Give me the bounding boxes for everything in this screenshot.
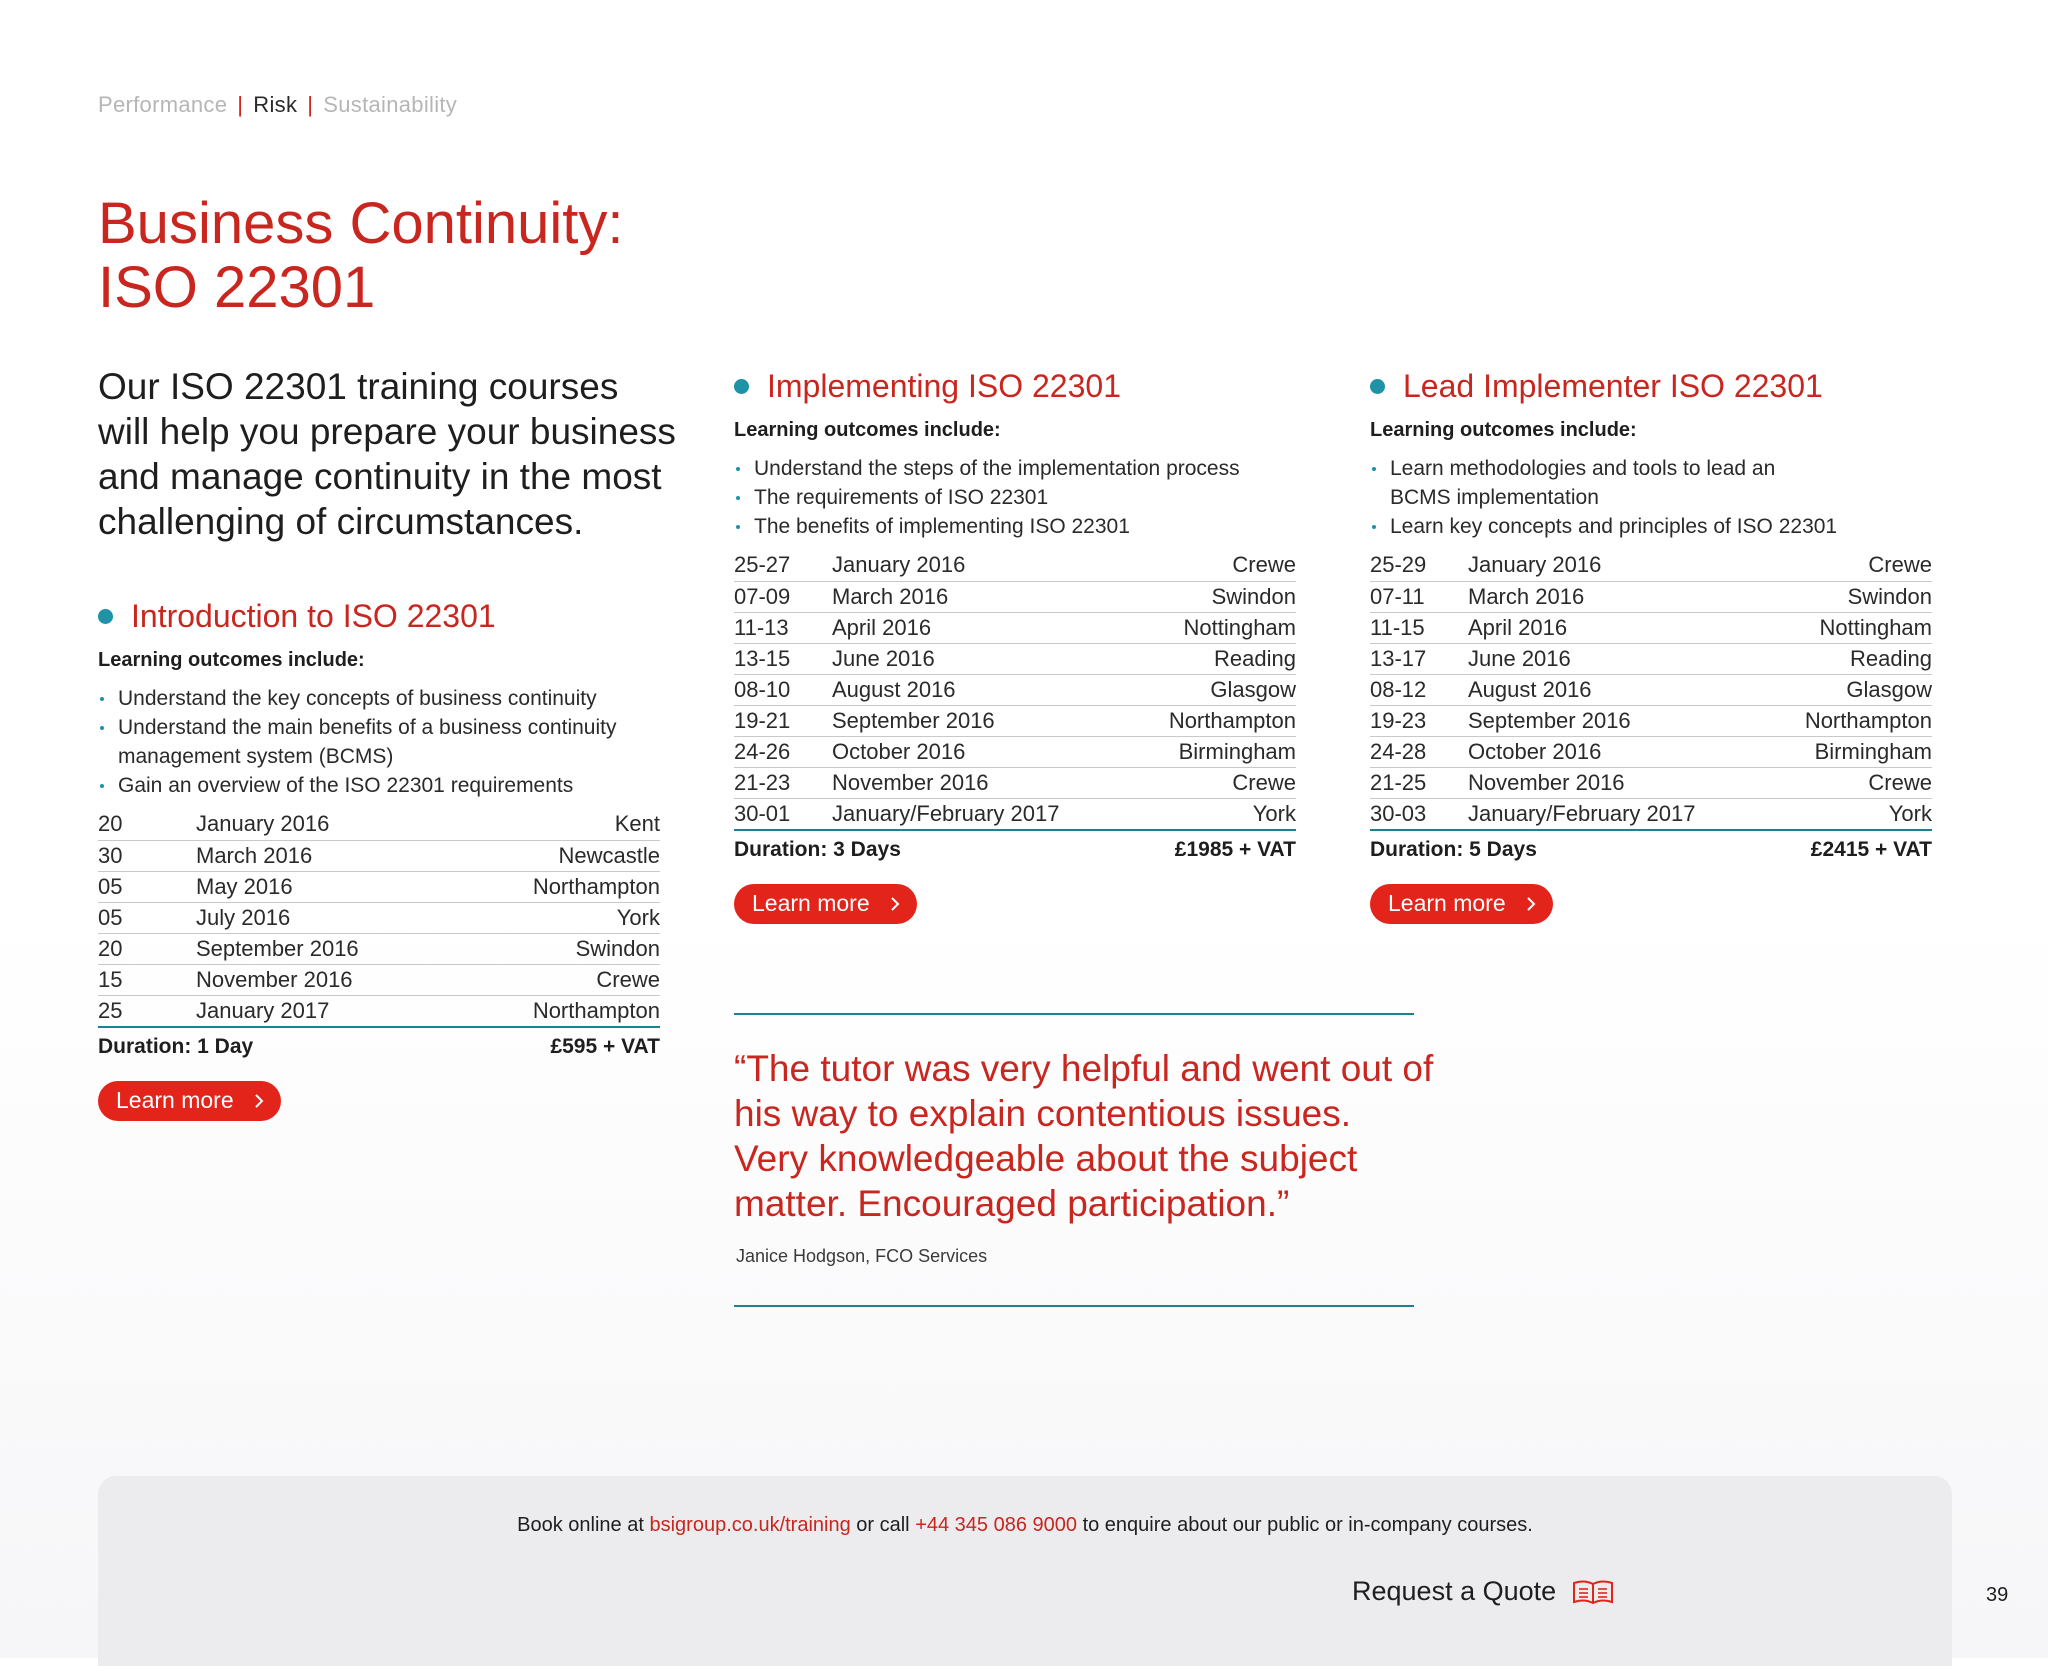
quote-top-divider: [734, 1013, 1414, 1015]
date-location: Nottingham: [1766, 612, 1932, 643]
outcomes-list: [734, 454, 1296, 541]
date-days: 05: [98, 871, 196, 902]
date-days: 07-11: [1370, 581, 1468, 612]
chevron-right-icon: [890, 896, 900, 912]
page-number: 39: [1986, 1584, 2009, 1606]
table-row: [734, 767, 1296, 798]
quote-bottom-divider: [734, 1305, 1414, 1307]
date-days: 19-21: [734, 705, 832, 736]
date-location: Northampton: [1766, 705, 1932, 736]
learn-more-button[interactable]: [98, 1081, 281, 1121]
date-month: April 2016: [1468, 612, 1766, 643]
date-location: Northampton: [1130, 705, 1296, 736]
date-location: Birmingham: [1766, 736, 1932, 767]
date-days: 30-03: [1370, 798, 1468, 830]
request-quote-button[interactable]: [1352, 1576, 1614, 1607]
course-dates-table: [98, 809, 660, 1028]
open-book-icon: [1572, 1579, 1614, 1605]
table-row: [98, 871, 660, 902]
date-month: January/February 2017: [832, 798, 1130, 830]
date-month: June 2016: [1468, 643, 1766, 674]
course-introduction: [98, 596, 660, 1121]
training-link[interactable]: bsigroup.co.uk/training: [649, 1514, 851, 1536]
date-month: January 2016: [832, 550, 1130, 581]
outcome-item: Understand the key concepts of business continuity: [98, 684, 660, 713]
footer-booking-text: [98, 1514, 1952, 1537]
learn-more-label: Learn more: [116, 1087, 234, 1113]
date-month: May 2016: [196, 871, 456, 902]
date-location: Crewe: [1766, 767, 1932, 798]
duration-price-row: [734, 838, 1296, 862]
date-month: April 2016: [832, 612, 1130, 643]
date-month: August 2016: [832, 674, 1130, 705]
breadcrumb-performance[interactable]: Performance: [98, 92, 228, 117]
outcome-item: Learn methodologies and tools to lead an BCMS implementation: [1370, 454, 1840, 512]
outcomes-label: Learning outcomes include:: [1370, 419, 1637, 441]
date-month: January/February 2017: [1468, 798, 1766, 830]
phone-link[interactable]: +44 345 086 9000: [915, 1514, 1078, 1536]
date-days: 08-10: [734, 674, 832, 705]
course-dates-table: [734, 550, 1296, 831]
date-month: August 2016: [1468, 674, 1766, 705]
table-row: [1370, 798, 1932, 830]
date-month: November 2016: [832, 767, 1130, 798]
table-row: [1370, 705, 1932, 736]
date-location: Swindon: [1130, 581, 1296, 612]
outcome-item: Learn key concepts and principles of ISO 22301: [1370, 512, 1840, 541]
outcome-item: The benefits of implementing ISO 22301: [734, 512, 1296, 541]
date-days: 11-13: [734, 612, 832, 643]
date-month: March 2016: [1468, 581, 1766, 612]
learn-more-label: Learn more: [1388, 890, 1506, 916]
outcomes-list: [1370, 454, 1840, 541]
course-duration: Duration: 5 Days: [1370, 837, 1537, 861]
testimonial-quote: “The tutor was very helpful and went out of his way to explain contentious issues. Very knowledgeable about the subject matter. Encouraged participation.”: [734, 1048, 1434, 1224]
date-location: York: [456, 902, 660, 933]
date-days: 20: [98, 933, 196, 964]
date-days: 08-12: [1370, 674, 1468, 705]
table-row: [1370, 767, 1932, 798]
date-location: Nottingham: [1130, 612, 1296, 643]
date-month: March 2016: [832, 581, 1130, 612]
date-days: 25: [98, 995, 196, 1027]
date-location: York: [1130, 798, 1296, 830]
table-row: [1370, 736, 1932, 767]
table-row: [1370, 550, 1932, 581]
date-days: 07-09: [734, 581, 832, 612]
footer-text-after: to enquire about our public or in-company courses.: [1077, 1514, 1533, 1536]
date-location: Newcastle: [456, 840, 660, 871]
duration-price-row: [98, 1035, 660, 1059]
date-days: 30-01: [734, 798, 832, 830]
table-row: [98, 902, 660, 933]
date-month: January 2017: [196, 995, 456, 1027]
course-price: £2415 + VAT: [1810, 837, 1932, 861]
date-month: June 2016: [832, 643, 1130, 674]
date-location: Crewe: [456, 964, 660, 995]
course-title: Lead Implementer ISO 22301: [1403, 368, 1823, 404]
table-row: [98, 840, 660, 871]
course-price: £1985 + VAT: [1174, 837, 1296, 861]
date-month: November 2016: [1468, 767, 1766, 798]
learn-more-button[interactable]: [734, 884, 917, 924]
table-row: [1370, 674, 1932, 705]
date-location: Swindon: [1766, 581, 1932, 612]
outcome-item: Understand the steps of the implementation process: [734, 454, 1296, 483]
date-month: November 2016: [196, 964, 456, 995]
date-location: York: [1766, 798, 1932, 830]
outcomes-label: Learning outcomes include:: [98, 649, 365, 671]
outcome-item: Understand the main benefits of a business continuity management system (BCMS): [98, 713, 660, 771]
table-row: [734, 705, 1296, 736]
table-row: [98, 809, 660, 840]
breadcrumb-risk[interactable]: Risk: [253, 92, 298, 117]
date-location: Crewe: [1766, 550, 1932, 581]
table-row: [734, 550, 1296, 581]
date-month: March 2016: [196, 840, 456, 871]
table-row: [1370, 581, 1932, 612]
duration-price-row: [1370, 838, 1932, 862]
date-days: 15: [98, 964, 196, 995]
date-month: September 2016: [1468, 705, 1766, 736]
heading-bullet-icon: [1370, 379, 1385, 394]
date-location: Birmingham: [1130, 736, 1296, 767]
chevron-right-icon: [1526, 896, 1536, 912]
table-row: [734, 612, 1296, 643]
course-heading: [98, 596, 660, 636]
date-location: Northampton: [456, 871, 660, 902]
intro-text: Our ISO 22301 training courses will help you prepare your business and manage continuity in the most challenging of circumstances.: [98, 366, 676, 542]
heading-bullet-icon: [734, 379, 749, 394]
breadcrumb-sustainability[interactable]: Sustainability: [323, 92, 458, 117]
outcome-item: Gain an overview of the ISO 22301 requirements: [98, 771, 660, 800]
footer-text-middle: or call: [850, 1514, 916, 1536]
request-quote-label: Request a Quote: [1352, 1576, 1557, 1606]
date-location: Swindon: [456, 933, 660, 964]
date-month: September 2016: [832, 705, 1130, 736]
table-row: [734, 674, 1296, 705]
course-price: £595 + VAT: [550, 1034, 660, 1058]
date-location: Glasgow: [1766, 674, 1932, 705]
table-row: [734, 798, 1296, 830]
date-days: 11-15: [1370, 612, 1468, 643]
learn-more-label: Learn more: [752, 890, 870, 916]
testimonial-author: Janice Hodgson, FCO Services: [736, 1246, 988, 1266]
date-days: 20: [98, 809, 196, 840]
course-dates-table: [1370, 550, 1932, 831]
date-location: Kent: [456, 809, 660, 840]
date-days: 13-17: [1370, 643, 1468, 674]
date-days: 21-25: [1370, 767, 1468, 798]
breadcrumb-separator: |: [237, 92, 244, 117]
date-days: 19-23: [1370, 705, 1468, 736]
date-days: 25-29: [1370, 550, 1468, 581]
date-days: 24-28: [1370, 736, 1468, 767]
course-duration: Duration: 3 Days: [734, 837, 901, 861]
date-month: October 2016: [1468, 736, 1766, 767]
course-heading: [1370, 366, 1932, 406]
date-month: October 2016: [832, 736, 1130, 767]
course-lead-implementer: [1370, 366, 1932, 924]
course-duration: Duration: 1 Day: [98, 1034, 254, 1058]
date-location: Crewe: [1130, 550, 1296, 581]
learn-more-button[interactable]: [1370, 884, 1553, 924]
table-row: [734, 581, 1296, 612]
chevron-right-icon: [254, 1093, 264, 1109]
date-month: September 2016: [196, 933, 456, 964]
page-title-line-2: ISO 22301: [98, 255, 376, 320]
date-days: 21-23: [734, 767, 832, 798]
course-title: Implementing ISO 22301: [767, 368, 1121, 404]
outcome-item: The requirements of ISO 22301: [734, 483, 1296, 512]
outcomes-list: [98, 684, 660, 800]
table-row: [98, 995, 660, 1027]
table-row: [98, 964, 660, 995]
course-implementing: [734, 366, 1296, 924]
table-row: [734, 736, 1296, 767]
date-days: 25-27: [734, 550, 832, 581]
heading-bullet-icon: [98, 609, 113, 624]
footer-banner: [98, 1476, 1952, 1666]
table-row: [734, 643, 1296, 674]
date-days: 05: [98, 902, 196, 933]
date-month: January 2016: [1468, 550, 1766, 581]
date-days: 24-26: [734, 736, 832, 767]
page-title: [98, 192, 623, 320]
breadcrumb: [98, 92, 457, 118]
date-month: January 2016: [196, 809, 456, 840]
date-location: Crewe: [1130, 767, 1296, 798]
course-heading: [734, 366, 1296, 406]
date-days: 13-15: [734, 643, 832, 674]
date-month: July 2016: [196, 902, 456, 933]
table-row: [98, 933, 660, 964]
date-days: 30: [98, 840, 196, 871]
date-location: Glasgow: [1130, 674, 1296, 705]
outcomes-label: Learning outcomes include:: [734, 419, 1001, 441]
page-title-line-1: Business Continuity:: [98, 191, 624, 256]
date-location: Reading: [1130, 643, 1296, 674]
date-location: Northampton: [456, 995, 660, 1027]
date-location: Reading: [1766, 643, 1932, 674]
table-row: [1370, 612, 1932, 643]
footer-text-before: Book online at: [517, 1514, 650, 1536]
table-row: [1370, 643, 1932, 674]
course-title: Introduction to ISO 22301: [131, 598, 496, 634]
breadcrumb-separator: |: [307, 92, 314, 117]
